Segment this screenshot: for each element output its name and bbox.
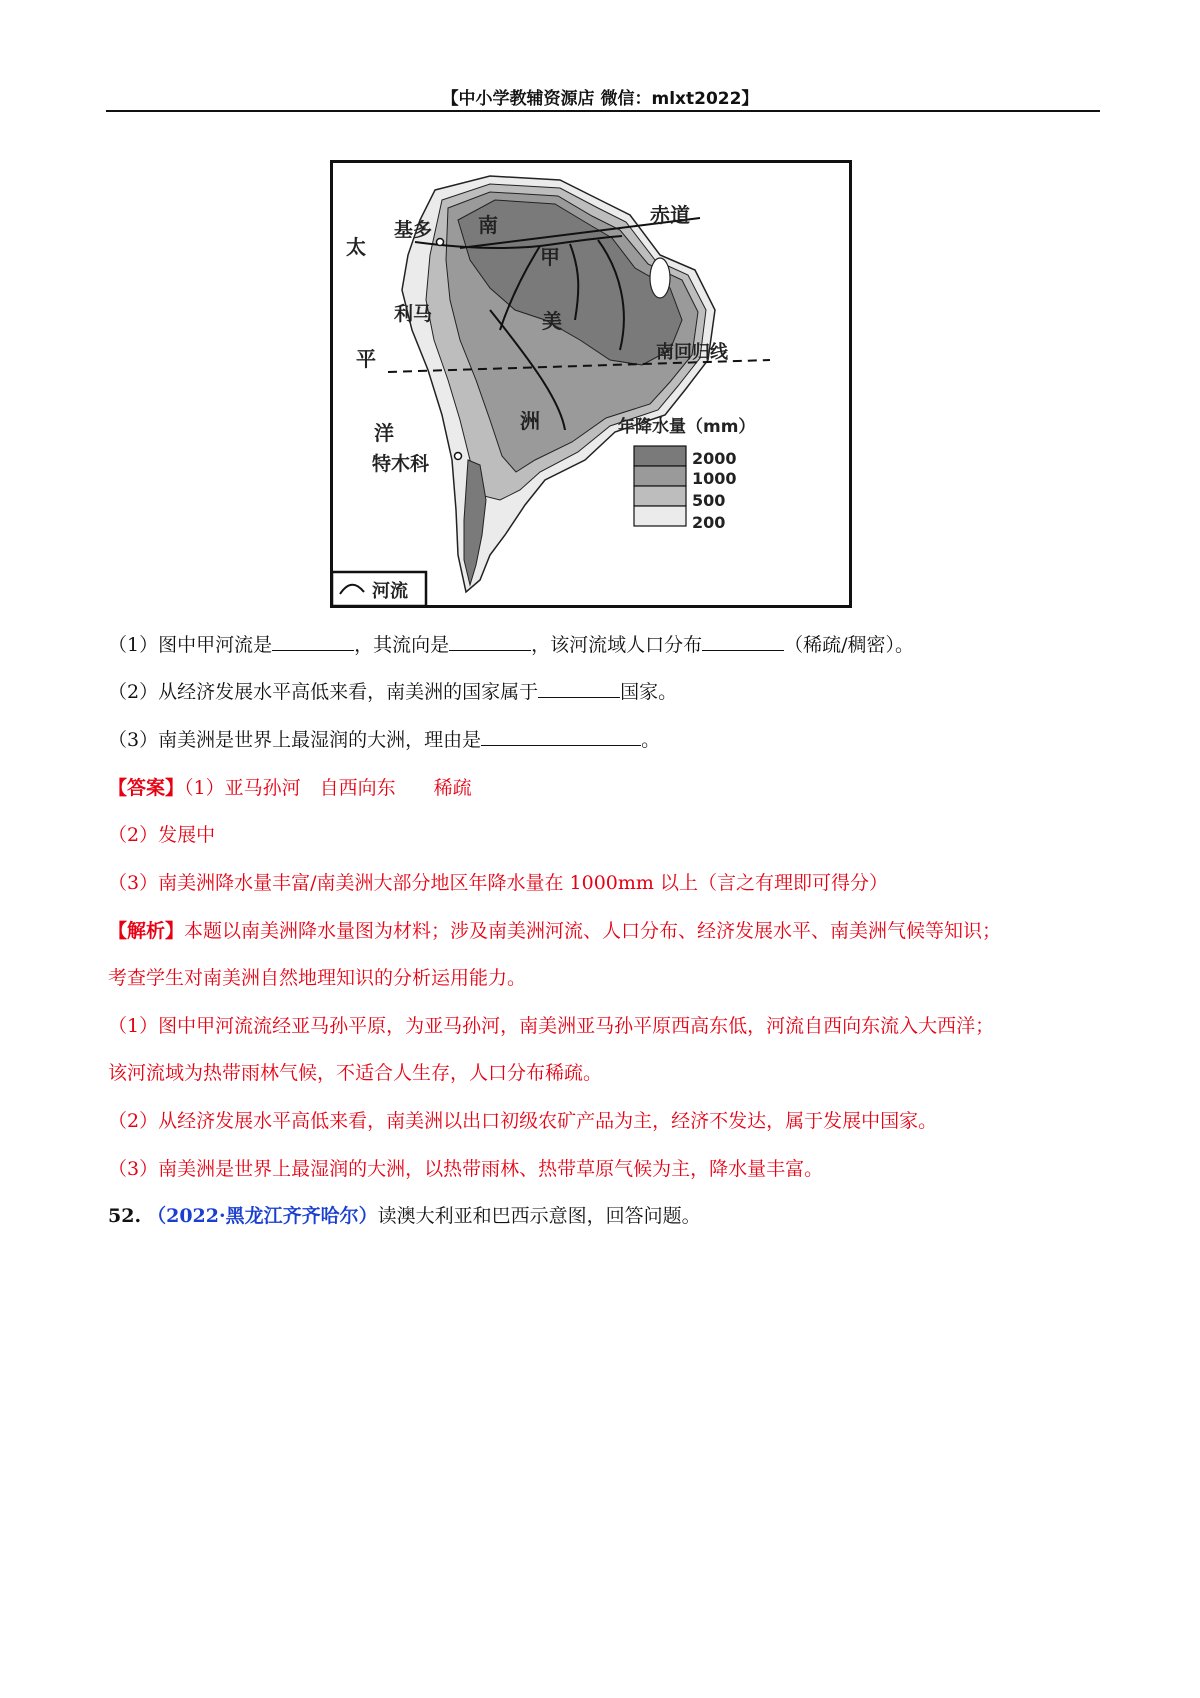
map-label-equator: 赤道 bbox=[650, 203, 690, 227]
q2-blank[interactable] bbox=[538, 679, 620, 698]
q1-text-b: ，其流向是 bbox=[354, 634, 450, 656]
q2-text-a: （2）从经济发展水平高低来看，南美洲的国家属于 bbox=[108, 681, 539, 703]
q1-blank-2[interactable] bbox=[449, 632, 531, 651]
legend-swatch-500 bbox=[634, 486, 686, 506]
legend-swatch-2000 bbox=[634, 446, 686, 466]
lake-shape bbox=[650, 258, 670, 298]
map-label-quito: 基多 bbox=[394, 219, 433, 241]
question-52-text: 读澳大利亚和巴西示意图，回答问题。 bbox=[377, 1205, 701, 1227]
legend-level-2000: 2000 bbox=[692, 449, 737, 468]
map-label-yang: 洋 bbox=[374, 421, 394, 445]
legend-level-1000: 1000 bbox=[692, 469, 737, 488]
analysis-line-1 bbox=[108, 916, 1001, 943]
question-1 bbox=[108, 630, 914, 657]
q3-text-a: （3）南美洲是世界上最湿润的大洲，理由是 bbox=[108, 729, 482, 751]
city-marker bbox=[455, 453, 462, 460]
question-source: （2022·黑龙江齐齐哈尔） bbox=[147, 1205, 378, 1227]
south-america-precipitation-map bbox=[330, 160, 852, 608]
answer-line-2: （2）发展中 bbox=[108, 824, 216, 846]
legend-swatch-1000 bbox=[634, 466, 686, 486]
analysis-line-4: 该河流域为热带雨林气候，不适合人生存，人口分布稀疏。 bbox=[108, 1062, 603, 1084]
map-label-lima: 利马 bbox=[394, 303, 433, 325]
question-3 bbox=[108, 725, 660, 752]
map-label-zhou: 洲 bbox=[520, 409, 540, 433]
page-header: 【中小学教辅资源店 微信：mlxt2022】 bbox=[441, 89, 759, 109]
answer-line-1 bbox=[108, 773, 472, 800]
legend-level-200: 200 bbox=[692, 513, 726, 532]
analysis-tag: 【解析】 bbox=[108, 920, 185, 942]
header-rule bbox=[106, 110, 1100, 112]
legend-title: 年降水量（mm） bbox=[618, 417, 756, 437]
map-label-jia: 甲 bbox=[540, 245, 560, 269]
q1-text-d: （稀疏/稠密）。 bbox=[784, 634, 915, 656]
analysis-line-2: 考查学生对南美洲自然地理知识的分析运用能力。 bbox=[108, 967, 527, 989]
map-label-mei: 美 bbox=[542, 309, 562, 333]
q2-text-b: 国家。 bbox=[620, 681, 678, 703]
map-label-ping: 平 bbox=[356, 347, 376, 371]
map-label-south: 南 bbox=[478, 213, 498, 237]
question-2 bbox=[108, 677, 677, 704]
q1-blank-3[interactable] bbox=[702, 632, 784, 651]
map-label-santiago: 特木科 bbox=[372, 453, 430, 475]
analysis-line-3: （1）图中甲河流流经亚马孙平原，为亚马孙河，南美洲亚马孙平原西高东低，河流自西向东流入大西洋； bbox=[108, 1015, 995, 1037]
answer-line-3: （3）南美洲降水量丰富/南美洲大部分地区年降水量在 1000mm 以上（言之有理即可得分） bbox=[108, 872, 888, 894]
q3-blank[interactable] bbox=[481, 727, 641, 746]
river-legend-label: 河流 bbox=[372, 581, 408, 602]
analysis-line-6: （3）南美洲是世界上最湿润的大洲，以热带雨林、热带草原气候为主，降水量丰富。 bbox=[108, 1158, 824, 1180]
analysis-text-1: 本题以南美洲降水量图为材料；涉及南美洲河流、人口分布、经济发展水平、南美洲气候等知识； bbox=[184, 920, 1002, 942]
q1-text-a: （1）图中甲河流是 bbox=[108, 634, 273, 656]
legend-level-500: 500 bbox=[692, 491, 726, 510]
question-number: 52. bbox=[108, 1205, 142, 1227]
legend-swatch-200 bbox=[634, 506, 686, 526]
q1-blank-1[interactable] bbox=[272, 632, 354, 651]
answer-tag: 【答案】 bbox=[108, 777, 185, 799]
answer-text-1: （1）亚马孙河 自西向东 稀疏 bbox=[184, 777, 472, 799]
question-52 bbox=[108, 1201, 701, 1228]
analysis-line-5: （2）从经济发展水平高低来看，南美洲以出口初级农矿产品为主，经济不发达，属于发展中国家。 bbox=[108, 1110, 938, 1132]
quito-city-marker bbox=[437, 239, 444, 246]
map-label-tai: 太 bbox=[346, 235, 366, 259]
river-legend bbox=[332, 572, 426, 606]
map-label-tropic: 南回归线 bbox=[656, 342, 728, 363]
q1-text-c: ，该河流域人口分布 bbox=[531, 634, 703, 656]
q3-text-b: 。 bbox=[641, 729, 661, 751]
